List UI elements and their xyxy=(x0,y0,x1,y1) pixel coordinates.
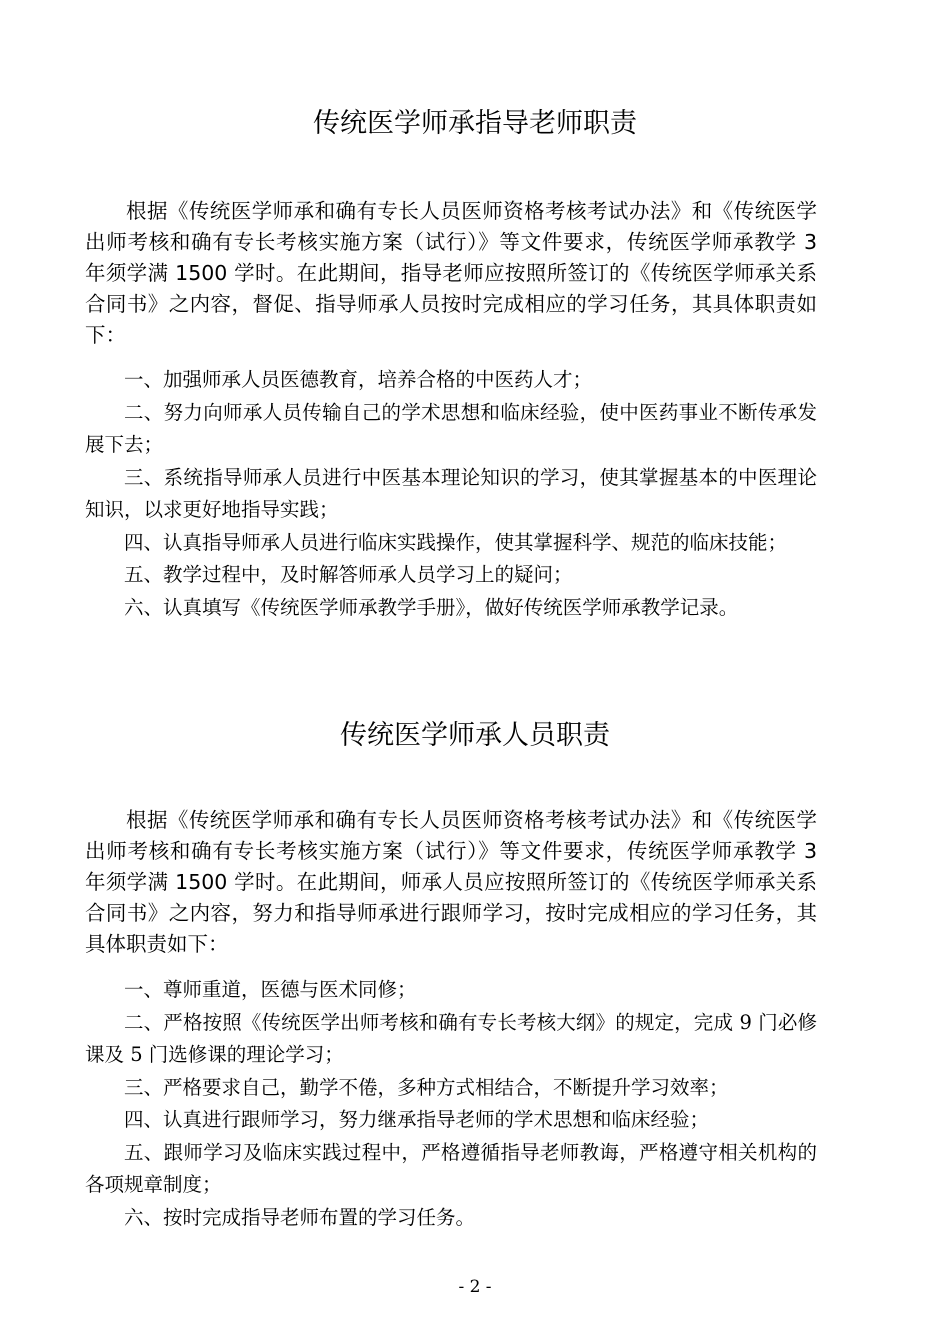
duty-item: 一、尊师重道，医德与医术同修； xyxy=(124,978,417,1001)
duty-item: 三、系统指导师承人员进行中医基本理论知识的学习，使其掌握基本的中医理论知识，以求更好地指导实践； xyxy=(85,465,817,521)
duty-item: 六、按时完成指导老师布置的学习任务。 xyxy=(124,1205,476,1229)
mentor-duties-list xyxy=(85,364,817,624)
duty-item: 五、跟师学习及临床实践过程中，严格遵循指导老师教诲，严格遵守相关机构的各项规章制度； xyxy=(85,1140,817,1196)
duty-item: 五、教学过程中，及时解答师承人员学习上的疑问； xyxy=(124,563,573,586)
section-intro-mentor: 根据《传统医学师承和确有专长人员医师资格考核考试办法》和《传统医学出师考核和确有专长考核实施方案（试行）》等文件要求，传统医学师承教学 3 年须学满 1500 学时。在此期间，指导老师应按照所签订的《传统医学师承关系合同书》之内容，督促、指导师承人员按时完成相应的学习任务，其具体职责如下： xyxy=(85,199,817,347)
duty-item: 六、认真填写《传统医学师承教学手册》，做好传统医学师承教学记录。 xyxy=(124,595,739,619)
duty-item: 三、严格要求自己，勤学不倦，多种方式相结合，不断提升学习效率； xyxy=(124,1075,729,1099)
section-title-mentor-duties: 传统医学师承指导老师职责 xyxy=(313,108,637,139)
section-title-apprentice-duties: 传统医学师承人员职责 xyxy=(340,720,610,751)
duty-item: 一、加强师承人员医德教育，培养合格的中医药人才； xyxy=(124,368,593,391)
duty-item: 四、认真进行跟师学习，努力继承指导老师的学术思想和临床经验； xyxy=(124,1108,710,1131)
apprentice-duties-list xyxy=(85,974,817,1234)
duty-item: 二、严格按照《传统医学出师考核和确有专长考核大纲》的规定，完成 9 门必修课及 5 门选修课的理论学习； xyxy=(85,1010,817,1066)
section-intro-apprentice: 根据《传统医学师承和确有专长人员医师资格考核考试办法》和《传统医学出师考核和确有专长考核实施方案（试行）》等文件要求，传统医学师承教学 3 年须学满 1500 学时。在此期间，师承人员应按照所签订的《传统医学师承关系合同书》之内容，努力和指导师承进行跟师学习，按时完成相应的学习任务，其具体职责如下： xyxy=(85,808,817,956)
page-number: - 2 - xyxy=(458,1277,492,1297)
duty-item: 四、认真指导师承人员进行临床实践操作，使其掌握科学、规范的临床技能； xyxy=(124,530,788,554)
duty-item: 二、努力向师承人员传输自己的学术思想和临床经验，使中医药事业不断传承发展下去； xyxy=(85,400,817,456)
